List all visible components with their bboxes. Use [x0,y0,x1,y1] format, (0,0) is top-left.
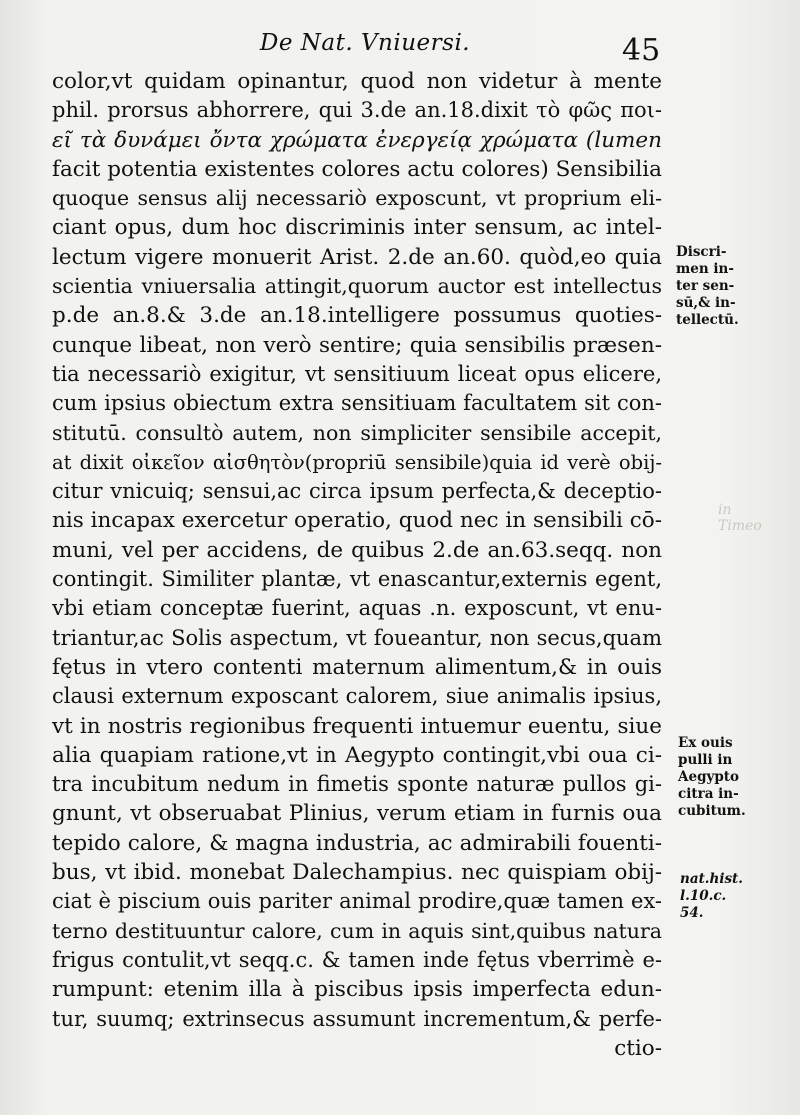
text-line: terno destituuntur calore, cum in aquis sint,quibus natura [52,918,662,943]
margin-note-line: Ex ouis [678,735,733,751]
text-line: gnunt, vt obseruabat Plinius, verum etiam in furnis oua [52,801,662,827]
page-number: 45 [622,33,661,68]
margin-note-line: sū,& in- [676,295,736,311]
text-line: phil. prorsus abhorrere, qui 3.de an.18.dixit τὸ φῶς ποι- [52,98,662,123]
text-line: muni, vel per accidens, de quibus 2.de an.63.seqq. non [52,537,662,563]
margin-note-line: Aegypto [678,769,740,785]
margin-note-line: men in- [676,261,734,277]
catchword: ctio- [614,1035,662,1061]
text-line: vt in nostris regionibus frequenti intuemur euentu, siue [52,713,662,739]
text-line: clausi externum exposcant calorem, siue animalis ipsius, [52,684,662,709]
text-line: nis incapax exercetur operatio, quod nec in sensibili cō- [52,508,662,534]
text-line: fętus in vtero contenti maternum alimentum,& in ouis [52,654,662,680]
margin-note-line: l.10.c. [680,888,727,904]
margin-note-line: cubitum. [678,803,746,819]
margin-note-line: Discri- [676,244,727,260]
margin-note [678,735,746,820]
text-line: ciant opus, dum hoc discriminis inter sensum, ac intel- [52,215,662,241]
text-line: tur, suumq; extrinsecus assumunt incrementum,& perfe- [52,1006,662,1031]
text-line: rumpunt: etenim illa à piscibus ipsis imperfecta edun- [52,977,662,1003]
margin-note-line: pulli in [678,752,733,768]
text-line: alia quapiam ratione,vt in Aegypto contingit,vbi oua ci- [52,742,662,768]
margin-note-line: 54. [680,905,704,921]
text-line: bus, vt ibid. monebat Dalechampius. nec quispiam obij- [52,860,662,886]
text-line: cum ipsius obiectum extra sensitiuam facultatem sit con- [52,391,662,416]
text-line: facit potentia existentes colores actu colores) Sensibilia [52,156,662,182]
text-line: color,vt quidam opinantur, quod non videtur à mente [52,69,662,94]
margin-note-line: tellectū. [676,312,739,328]
running-head: De Nat. Vniuersi. [259,30,471,56]
text-line: vbi etiam conceptæ fuerint, aquas .n. exposcunt, vt enu- [52,596,662,621]
text-line: p.de an.8.& 3.de an.18.intelligere possumus quoties- [52,303,662,329]
margin-note [676,244,739,329]
bleed-through-text: in Timeo [718,502,762,534]
text-line: quoque sensus alij necessariò exposcunt, vt proprium eli- [52,186,662,211]
margin-note-line: citra in- [678,786,739,802]
text-line: ciat è piscium ouis pariter animal prodire,quæ tamen ex- [52,889,662,914]
text-line: εῖ τὰ δυνάμει ὄντα χρώματα ἐνεργείᾳ χρώματα (lumen [52,127,662,153]
text-line: lectum vigere monuerit Arist. 2.de an.60. quòd,eo quia [52,244,662,270]
text-line: triantur,ac Solis aspectum, vt foueantur, non secus,quam [52,625,662,650]
margin-note-line: nat.hist. [680,871,743,887]
margin-note [680,871,743,922]
text-line: scientia vniuersalia attingit,quorum auctor est intellectus [52,274,662,299]
margin-note-line: ter sen- [676,278,735,294]
text-line: tia necessariò exigitur, vt sensitiuum liceat opus elicere, [52,361,662,386]
text-line: tepido calore, & magna industria, ac admirabili fouenti- [52,830,662,856]
text-line: stitutū. consultò autem, non simpliciter sensibile accepit, [52,420,662,445]
text-line: cunque libeat, non verò sentire; quia sensibilis præsen- [52,332,662,358]
body-text [52,67,662,1063]
text-line: at dixit οἰκεῖον αἰσθητὸν(propriū sensibile)quia id verè obij- [52,450,662,474]
text-line: tra incubitum nedum in fimetis sponte naturæ pullos gi- [52,772,662,797]
text-line: citur vnicuiq; sensui,ac circa ipsum perfecta,& deceptio- [52,479,662,504]
text-line: contingit. Similiter plantæ, vt enascantur,externis egent, [52,567,662,592]
text-line: frigus contulit,vt seqq.c. & tamen inde fętus vberrimè e- [52,947,662,972]
